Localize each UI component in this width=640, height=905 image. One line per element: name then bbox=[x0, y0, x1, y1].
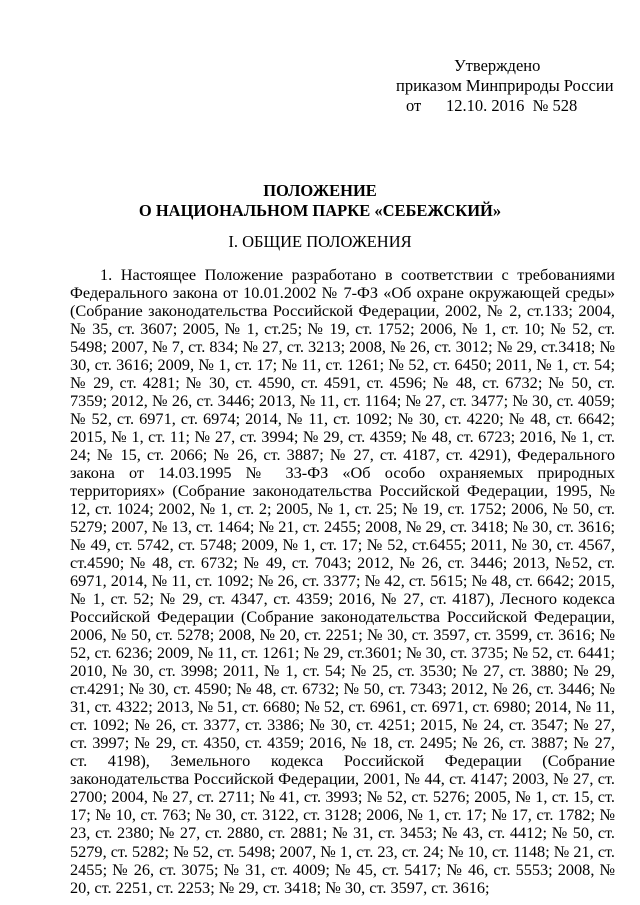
paragraph-1: 1. Настоящее Положение разработано в соответствии с требованиями Федерального закона от 10.01.2002 № 7-ФЗ «Об охране окружающей среды» (Собрание законодательства Российской Федерации, 2002, № 2, ст.133; 2004, № 35, ст. 3607; 2005, № 1, ст.25; № 19, ст. 1752; 2006, № 1, ст. 10; № 52, ст. 5498; 2007, № 7, ст. 834; № 27, ст. 3213; 2008, № 26, ст. 3012; № 29, ст.3418; № 30, ст. 3616; 2009, № 1, ст. 17; № 11, ст. 1261; № 52, ст. 6450; 2011, № 1, ст. 54; № 29, ст. 4281; № 30, ст. 4590, ст. 4591, ст. 4596; № 48, ст. 6732; № 50, ст. 7359; 2012, № 26, ст. 3446; 2013, № 11, ст. 1164; № 27, ст. 3477; № 30, ст. 4059; № 52, ст. 6971, ст. 6974; 2014, № 11, ст. 1092; № 30, ст. 4220; № 48, ст. 6642; 2015, № 1, ст. 11; № 27, ст. 3994; № 29, ст. 4359; № 48, ст. 6723; 2016, № 1, ст. 24; № 15, ст. 2066; № 26, ст. 3887; № 27, ст. 4187, ст. 4291), Федерального закона от 14.03.1995 № 33-ФЗ «Об особо охраняемых природных территориях» (Собрание законодательства Российской Федерации, 1995, № 12, ст. 1024; 2002, № 1, ст. 2; 2005, № 1, ст. 25; № 19, ст. 1752; 2006, № 50, ст. 5279; 2007, № 13, ст. 1464; № 21, ст. 2455; 2008, № 29, ст. 3418; № 30, ст. 3616; № 49, ст. 5742, ст. 5748; 2009, № 1, ст. 17; № 52, ст.6455; 2011, № 30, ст. 4567, ст.4590; № 48, ст. 6732; № 49, ст. 7043; 2012, № 26, ст. 3446; 2013, №52, ст. 6971, 2014, № 11, ст. 1092; № 26, ст. 3377; № 42, ст. 5615; № 48, ст. 6642; 2015, № 1, ст. 52; № 29, ст. 4347, ст. 4359; 2016, № 27, ст. 4187), Лесного кодекса Российской Федерации (Собрание законодательства Российской Федерации, 2006, № 50, ст. 5278; 2008, № 20, ст. 2251; № 30, ст. 3597, ст. 3599, ст. 3616; № 52, ст. 6236; 2009, № 11, ст. 1261; № 29, ст.3601; № 30, ст. 3735; № 52, ст. 6441; 2010, № 30, ст. 3998; 2011, № 1, ст. 54; № 25, ст. 3530; № 27, ст. 3880; № 29, ст.4291; № 30, ст. 4590; № 48, ст. 6732; № 50, ст. 7343; 2012, № 26, ст. 3446; № 31, ст. 4322; 2013, № 51, ст. 6680; № 52, ст. 6961, ст. 6971, ст. 6980; 2014, № 11, ст. 1092; № 26, ст. 3377, ст. 3386; № 30, ст. 4251; 2015, № 24, ст. 3547; № 27, ст. 3997; № 29, ст. 4350, ст. 4359; 2016, № 18, ст. 2495; № 26, ст. 3887; № 27, ст. 4198), Земельного кодекса Российской Федерации (Собрание законодательства Российской Федерации, 2001, № 44, ст. 4147; 2003, № 27, ст. 2700; 2004, № 27, ст. 2711; № 41, ст. 3993; № 52, ст. 5276; 2005, № 1, ст. 15, ст. 17; № 10, ст. 763; № 30, ст. 3122, ст. 3128; 2006, № 1, ст. 17; № 17, ст. 1782; № 23, ст. 2380; № 27, ст. 2880, ст. 2881; № 31, ст. 3453; № 43, ст. 4412; № 50, ст. 5279, ст. 5282; № 52, ст. 5498; 2007, № 1, ст. 23, ст. 24; № 10, ст. 1148; № 21, ст. 2455; № 26, ст. 3075; № 31, ст. 4009; № 45, ст. 5417; № 46, ст. 5553; 2008, № 20, ст. 2251, ст. 2253; № 29, ст. 3418; № 30, ст. 3597, ст. 3616; bbox=[70, 265, 616, 897]
approval-line-order: приказом Минприроды России bbox=[396, 76, 614, 95]
document-title: ПОЛОЖЕНИЕ bbox=[263, 181, 377, 200]
document-subtitle: О НАЦИОНАЛЬНОМ ПАРКЕ «СЕБЕЖСКИЙ» bbox=[138, 201, 502, 220]
approval-line-date-number: от 12.10. 2016 № 528 bbox=[406, 96, 578, 115]
approval-block bbox=[396, 56, 626, 116]
approval-line-approved: Утверждено bbox=[454, 56, 541, 75]
section-heading: I. ОБЩИЕ ПОЛОЖЕНИЯ bbox=[228, 232, 412, 251]
